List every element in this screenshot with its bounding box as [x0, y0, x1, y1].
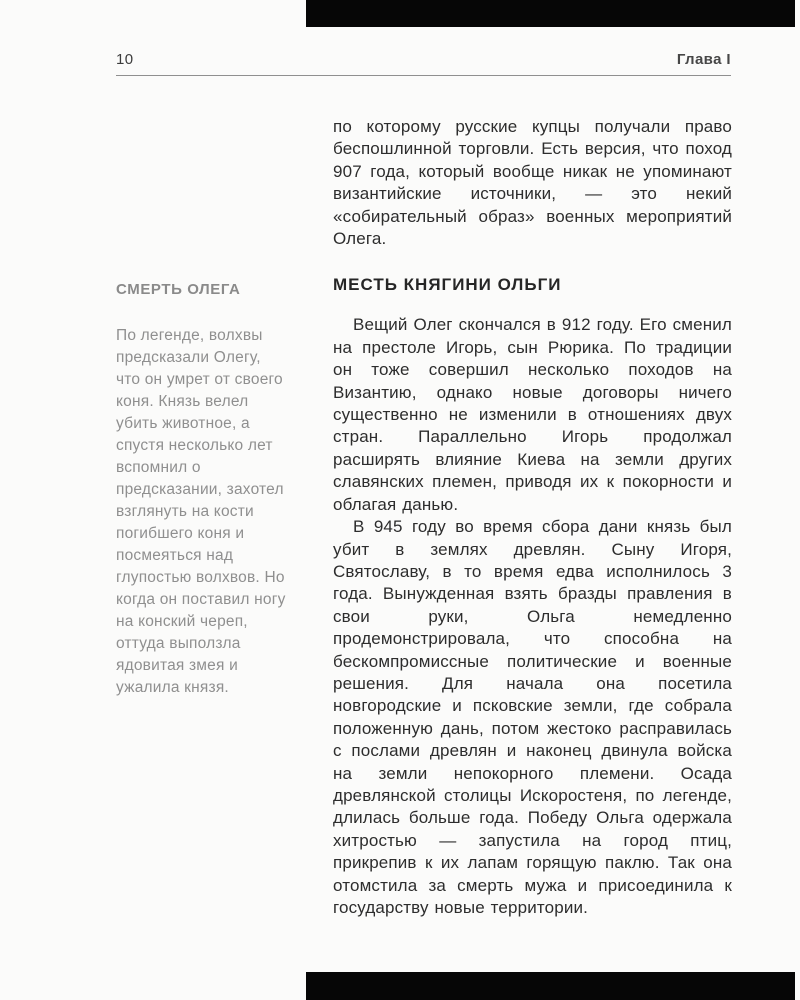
margin-note-text: По легенде, волхвы предсказали Олегу, что он умрет от своего коня. Князь велел убить животное, а спустя несколько лет вспомнил о предсказании, захотел взглянуть на кости погибшего коня и посмеяться над глупостью волхвов. Но когда он поставил ногу на конский череп, оттуда выползла ядовитая змея и ужалила князя.: [116, 327, 286, 696]
margin-note: [116, 281, 288, 699]
intro-paragraph: по которому русские купцы получали право беспошлинной торговли. Есть версия, что поход 907 года, который вообще никак не упоминают византийские источники, — это некий «собирательный образ» военных мероприятий Олега.: [333, 117, 732, 249]
page-edge-bar-top: [306, 0, 795, 27]
main-text-column: [333, 116, 732, 919]
page-number: 10: [116, 51, 134, 68]
body-paragraph-1: Вещий Олег скончался в 912 году. Его сменил на престоле Игорь, сын Рюрика. По традиции он тоже совершил несколько походов на Византию, однако новые договоры ничего существенно не изменили в отношениях двух стран. Параллельно Игорь продолжал расширять влияние Киева на земли других славянских племен, приводя их к покорности и облагая данью.: [333, 315, 732, 514]
chapter-label: Глава I: [676, 51, 731, 68]
body-paragraph-2: В 945 году во время сбора дани князь был убит в землях древлян. Сыну Игоря, Святославу, в то время едва исполнилось 3 года. Вынужденная взять бразды правления в свои руки, Ольга немедленно продемонстрировала, что способна на бескомпромиссные политические и военные решения. Для начала она посетила новгородские и псковские земли, где собрала положенную дань, потом жестоко расправилась с послами древлян и наконец двинула войска на земли непокорного племени. Осада древлянской столицы Искоростеня, по легенде, длилась больше года. Победу Ольга одержала хитростью — запустила на город птиц, прикрепив к их лапам горящую паклю. Так она отомстила за смерть мужа и присоединила к государству новые территории.: [333, 517, 732, 917]
margin-note-heading: СМЕРТЬ ОЛЕГА: [116, 281, 241, 298]
running-head: [116, 51, 731, 76]
page-edge-bar-bottom: [306, 972, 795, 1000]
section-heading: МЕСТЬ КНЯГИНИ ОЛЬГИ: [333, 275, 562, 295]
